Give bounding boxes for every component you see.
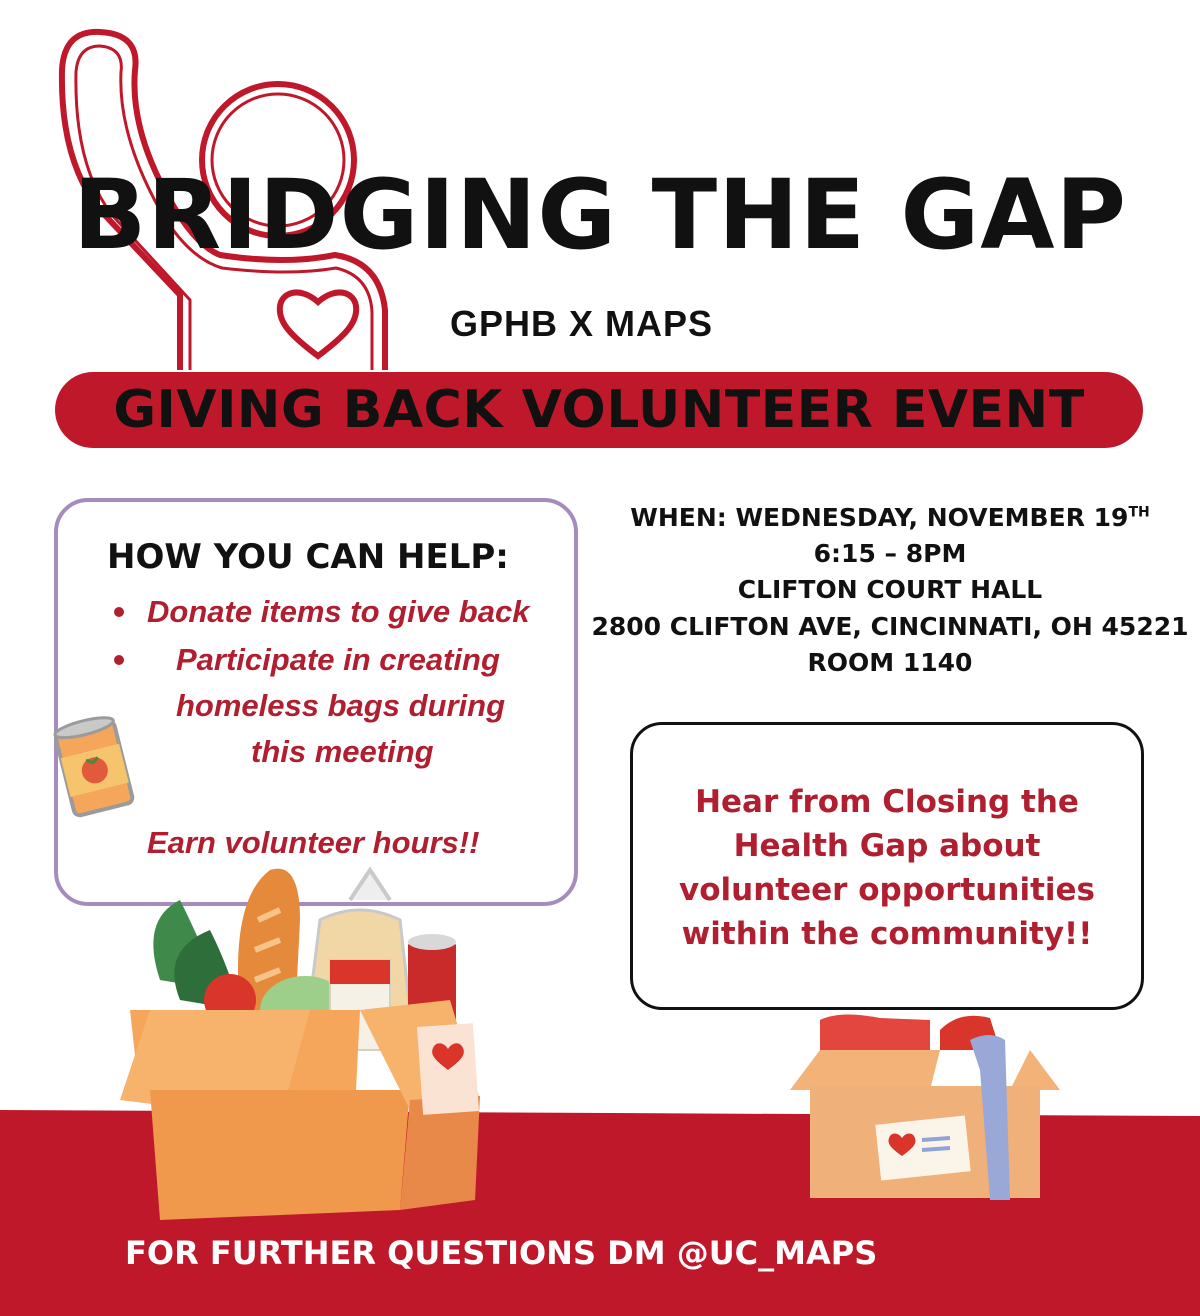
event-time: 6:15 – 8PM: [813, 539, 967, 568]
event-subtitle: GPHB X MAPS: [450, 303, 714, 344]
help-item-participate-line2: homeless bags during: [176, 688, 506, 723]
event-date: [585, 503, 1195, 532]
info-line: within the community!!: [681, 916, 1093, 952]
bullet: [114, 607, 124, 617]
info-line: volunteer opportunities: [679, 872, 1095, 908]
event-venue: CLIFTON COURT HALL: [737, 575, 1043, 604]
event-date-text: WHEN: WEDNESDAY, NOVEMBER 19: [630, 503, 1129, 532]
tomato-can-icon: [46, 712, 146, 822]
info-text: [660, 780, 1114, 956]
help-item-participate-line3: this meeting: [251, 734, 434, 769]
clothing-donation-box-icon: [790, 1010, 1060, 1210]
event-title: BRIDGING THE GAP: [73, 159, 1127, 271]
bullet: [114, 655, 124, 665]
date-suffix: TH: [1128, 504, 1150, 521]
help-item-participate-line1: Participate in creating: [176, 642, 500, 677]
info-line: Health Gap about: [733, 828, 1041, 864]
event-address: 2800 CLIFTON AVE, CINCINNATI, OH 45221: [591, 612, 1189, 641]
info-line: Hear from Closing the: [695, 784, 1079, 820]
help-heading: HOW YOU CAN HELP:: [107, 537, 509, 577]
heart-icon: [280, 292, 356, 356]
event-banner: GIVING BACK VOLUNTEER EVENT: [113, 380, 1085, 440]
footer-contact: FOR FURTHER QUESTIONS DM @UC_MAPS: [125, 1234, 878, 1272]
food-donation-box-icon: [120, 860, 520, 1220]
event-room: ROOM 1140: [807, 648, 973, 677]
earn-hours-text: Earn volunteer hours!!: [147, 825, 480, 860]
help-item-donate: Donate items to give back: [147, 594, 530, 629]
